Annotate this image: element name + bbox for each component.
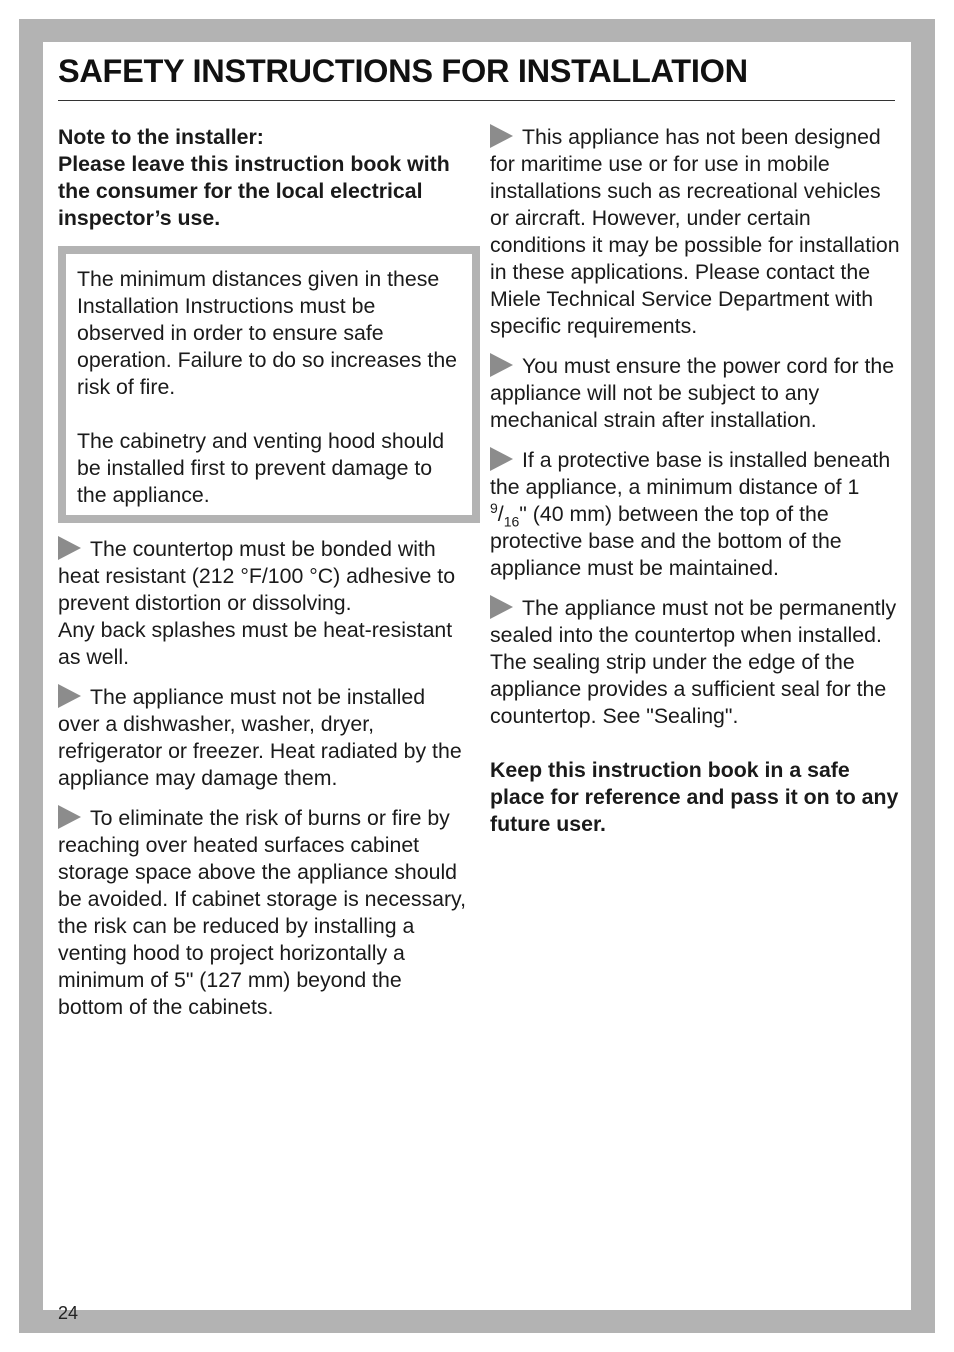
minimum-distances-notice xyxy=(58,246,480,523)
bullet-sealing xyxy=(490,595,900,730)
page-number: 24 xyxy=(58,1303,79,1323)
bullet-text: The appliance must not be installed over a dishwasher, washer, dryer, refrigerator or freezer. Heat radiated by the appliance may damage them. xyxy=(58,685,462,790)
notice-paragraph: The cabinetry and venting hood should be installed first to prevent damage to the appliance. xyxy=(77,429,445,507)
page-title: SAFETY INSTRUCTIONS FOR INSTALLATION xyxy=(58,53,748,89)
triangle-right-icon xyxy=(58,684,81,708)
bullet-countertop xyxy=(58,536,468,617)
triangle-right-icon xyxy=(490,447,513,471)
bullet-text: " (40 mm) between the top of the protective base and the bottom of the appliance must be maintained. xyxy=(490,502,842,580)
triangle-right-icon xyxy=(490,353,513,377)
bullet-text: To eliminate the risk of burns or fire by reaching over heated surfaces cabinet storage space above the appliance should be avoided. If cabinet storage is necessary, the risk can be reduced by installing a venting hood to project horizontally a minimum of 5" (127 mm) beyond the bottom of the cabinets. xyxy=(58,806,467,1019)
keep-book-note: Keep this instruction book in a safe place for reference and pass it on to any future user. xyxy=(490,758,899,836)
installer-note-heading: Note to the installer: xyxy=(58,125,264,149)
installer-note-text: Please leave this instruction book with the consumer for the local electrical inspector’s use. xyxy=(58,152,450,230)
right-column xyxy=(490,124,900,838)
fraction-denominator: 16 xyxy=(503,513,520,530)
triangle-right-icon xyxy=(490,595,513,619)
bullet-protective-base: If a protective base is installed beneath the appliance, a minimum distance of 1 $^9/_{16}$" (40 mm) between the top of the protective base and the bottom of the appliance must be maintained. xyxy=(490,448,891,580)
bullet-text: You must ensure the power cord for the appliance will not be subject to any mechanical strain after installation. xyxy=(490,354,895,432)
bullet-not-over-appliances xyxy=(58,684,468,792)
triangle-right-icon xyxy=(490,124,513,148)
bullet-burns-risk xyxy=(58,805,468,1021)
bullet-maritime xyxy=(490,124,900,340)
bullet-text: The appliance must not be permanently sealed into the countertop when installed. The sealing strip under the edge of the appliance provides a sufficient seal for the countertop. See "Sealing". xyxy=(490,596,897,728)
triangle-right-icon xyxy=(58,536,81,560)
left-column xyxy=(58,124,468,1021)
triangle-right-icon xyxy=(58,805,81,829)
bullet-countertop-extra: Any back splashes must be heat-resistant as well. xyxy=(58,618,453,669)
fraction-numerator: 9 xyxy=(490,499,498,516)
bullet-text: If a protective base is installed beneath the appliance, a minimum distance of 1 xyxy=(490,448,891,499)
bullet-power-cord xyxy=(490,353,900,434)
bullet-text: The countertop must be bonded with heat resistant (212 °F/100 °C) adhesive to prevent distortion or dissolving. xyxy=(58,537,456,615)
title-divider xyxy=(58,100,895,101)
bullet-text: This appliance has not been designed for maritime use or for use in mobile installations such as recreational vehicles or aircraft. However, under certain conditions it may be possible for installation in these applications. Please contact the Miele Technical Service Department with specific requirements. xyxy=(490,125,900,338)
notice-paragraph: The minimum distances given in these Installation Instructions must be observed in order to ensure safe operation. Failure to do so increases the risk of fire. xyxy=(77,267,458,399)
